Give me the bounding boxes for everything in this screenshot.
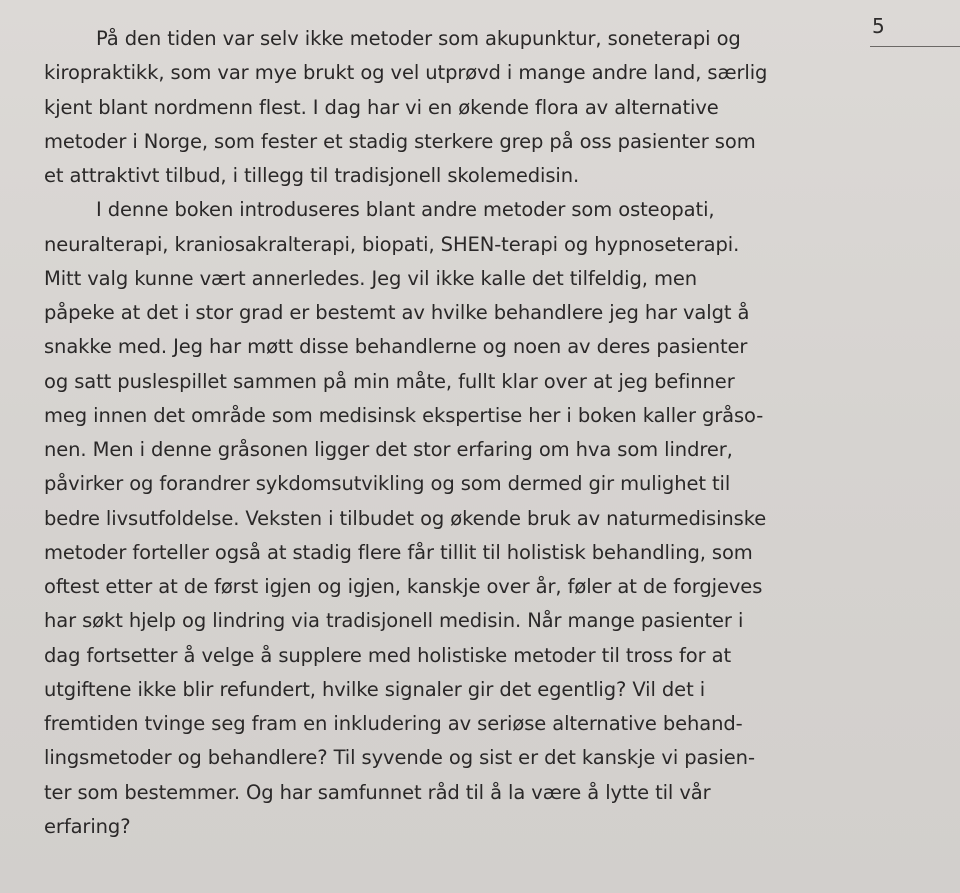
page-number: 5: [872, 14, 885, 38]
text-line: snakke med. Jeg har møtt disse behandlerne og noen av deres pasienter: [44, 335, 748, 359]
text-line: I denne boken introduseres blant andre metoder som osteopati,: [96, 198, 715, 222]
text-line: Mitt valg kunne vært annerledes. Jeg vil ikke kalle det tilfeldig, men: [44, 266, 697, 290]
text-line: nen. Men i denne gråsonen ligger det stor erfaring om hva som lindrer,: [44, 438, 733, 461]
text-line: meg innen det område som medisinsk ekspertise her i boken kaller gråso-: [44, 403, 764, 427]
text-line: metoder i Norge, som fester et stadig sterkere grep på oss pasienter som: [44, 129, 756, 153]
text-line: På den tiden var selv ikke metoder som akupunktur, soneterapi og: [96, 27, 741, 50]
text-line: metoder forteller også at stadig flere får tillit til holistisk behandling, som: [44, 540, 753, 564]
text-line: påpeke at det i stor grad er bestemt av hvilke behandlere jeg har valgt å: [44, 301, 750, 324]
text-line: fremtiden tvinge seg fram en inkludering av seriøse alternative behand-: [44, 712, 743, 735]
text-line: oftest etter at de først igjen og igjen, kanskje over år, føler at de forgjeves: [44, 575, 763, 598]
text-line: dag fortsetter å velge å supplere med holistiske metoder til tross for at: [44, 643, 732, 667]
body-text: [44, 22, 844, 844]
text-line: erfaring?: [44, 814, 131, 838]
paragraph-2: [44, 193, 844, 844]
text-line: lingsmetoder og behandlere? Til syvende og sist er det kanskje vi pasien-: [44, 746, 755, 770]
text-line: bedre livsutfoldelse. Veksten i tilbudet og økende bruk av naturmedisinske: [44, 506, 767, 530]
text-line: et attraktivt tilbud, i tillegg til tradisjonell skolemedisin.: [44, 164, 580, 187]
text-line: kiropraktikk, som var mye brukt og vel utprøvd i mange andre land, særlig: [44, 61, 768, 85]
text-line: ter som bestemmer. Og har samfunnet råd til å la være å lytte til vår: [44, 780, 711, 804]
text-line: neuralterapi, kraniosakralterapi, biopati, SHEN-terapi og hypnoseterapi.: [44, 232, 740, 256]
paragraph-1: [44, 22, 844, 193]
header-rule: [870, 46, 960, 47]
text-line: utgiftene ikke blir refundert, hvilke signaler gir det egentlig? Vil det i: [44, 677, 706, 701]
text-line: kjent blant nordmenn flest. I dag har vi en økende flora av alternative: [44, 95, 719, 119]
text-line: og satt puslespillet sammen på min måte, fullt klar over at jeg befinner: [44, 369, 735, 393]
text-line: påvirker og forandrer sykdomsutvikling og som dermed gir mulighet til: [44, 472, 731, 496]
text-line: har søkt hjelp og lindring via tradisjonell medisin. Når mange pasienter i: [44, 609, 744, 633]
